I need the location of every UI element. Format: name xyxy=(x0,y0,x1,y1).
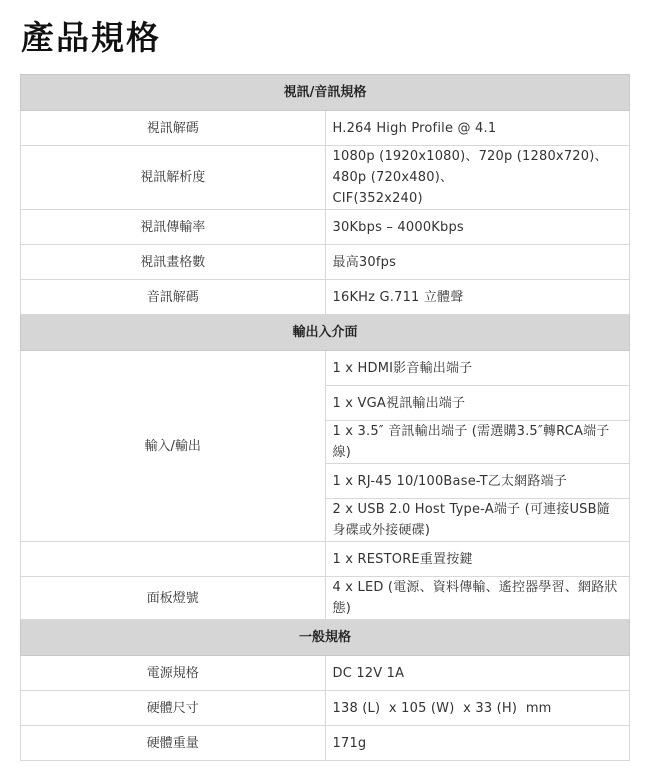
row-label xyxy=(21,542,326,577)
section-header-row xyxy=(21,315,630,351)
row-label: 視訊解析度 xyxy=(21,146,326,210)
row-value: 2 x USB 2.0 Host Type-A端子 (可連接USB隨身碟或外接硬碟) xyxy=(325,499,630,542)
row-value: 30Kbps – 4000Kbps xyxy=(325,210,630,245)
row-label: 硬體重量 xyxy=(21,726,326,761)
row-value: 171g xyxy=(325,726,630,761)
section-header-row xyxy=(21,620,630,656)
row-value: 1 x 3.5″ 音訊輸出端子 (需選購3.5″轉RCA端子線) xyxy=(325,421,630,464)
row-label: 視訊解碼 xyxy=(21,111,326,146)
row-value: 1 x RESTORE重置按鍵 xyxy=(325,542,630,577)
row-value-line: CIF(352x240) xyxy=(332,191,423,206)
page-title: 產品規格 xyxy=(21,18,161,57)
row-label: 面板燈號 xyxy=(21,577,326,620)
table-row xyxy=(21,691,630,726)
row-value: DC 12V 1A xyxy=(325,656,630,691)
row-value: 1 x VGA視訊輸出端子 xyxy=(325,386,630,421)
row-value: 4 x LED (電源、資料傳輸、遙控器學習、網路狀態) xyxy=(325,577,630,620)
table-row xyxy=(21,245,630,280)
table-row xyxy=(21,146,630,210)
row-label: 硬體尺寸 xyxy=(21,691,326,726)
spec-table xyxy=(20,74,630,761)
row-value: 最高30fps xyxy=(325,245,630,280)
table-row xyxy=(21,351,630,386)
row-label: 視訊畫格數 xyxy=(21,245,326,280)
table-row xyxy=(21,577,630,620)
row-label: 電源規格 xyxy=(21,656,326,691)
row-value: 1 x HDMI影音輸出端子 xyxy=(325,351,630,386)
row-label: 音訊解碼 xyxy=(21,280,326,315)
row-value: H.264 High Profile @ 4.1 xyxy=(325,111,630,146)
row-value-line: 1080p (1920x1080)、720p (1280x720)、480p (720x480)、 xyxy=(332,149,608,185)
row-label-io-group: 輸入/輸出 xyxy=(21,351,326,542)
table-row xyxy=(21,726,630,761)
row-label: 視訊傳輸率 xyxy=(21,210,326,245)
row-value: 1 x RJ-45 10/100Base-T乙太網路端子 xyxy=(325,464,630,499)
table-row xyxy=(21,542,630,577)
row-value xyxy=(325,146,630,210)
section-header-row xyxy=(21,75,630,111)
table-row xyxy=(21,280,630,315)
row-value: 16KHz G.711 立體聲 xyxy=(325,280,630,315)
row-value: 138 (L) x 105 (W) x 33 (H) mm xyxy=(325,691,630,726)
table-row xyxy=(21,111,630,146)
section-header-av-spec: 視訊/音訊規格 xyxy=(21,75,630,111)
table-row xyxy=(21,656,630,691)
table-row xyxy=(21,210,630,245)
section-header-general: 一般規格 xyxy=(21,620,630,656)
section-header-io: 輸出入介面 xyxy=(21,315,630,351)
